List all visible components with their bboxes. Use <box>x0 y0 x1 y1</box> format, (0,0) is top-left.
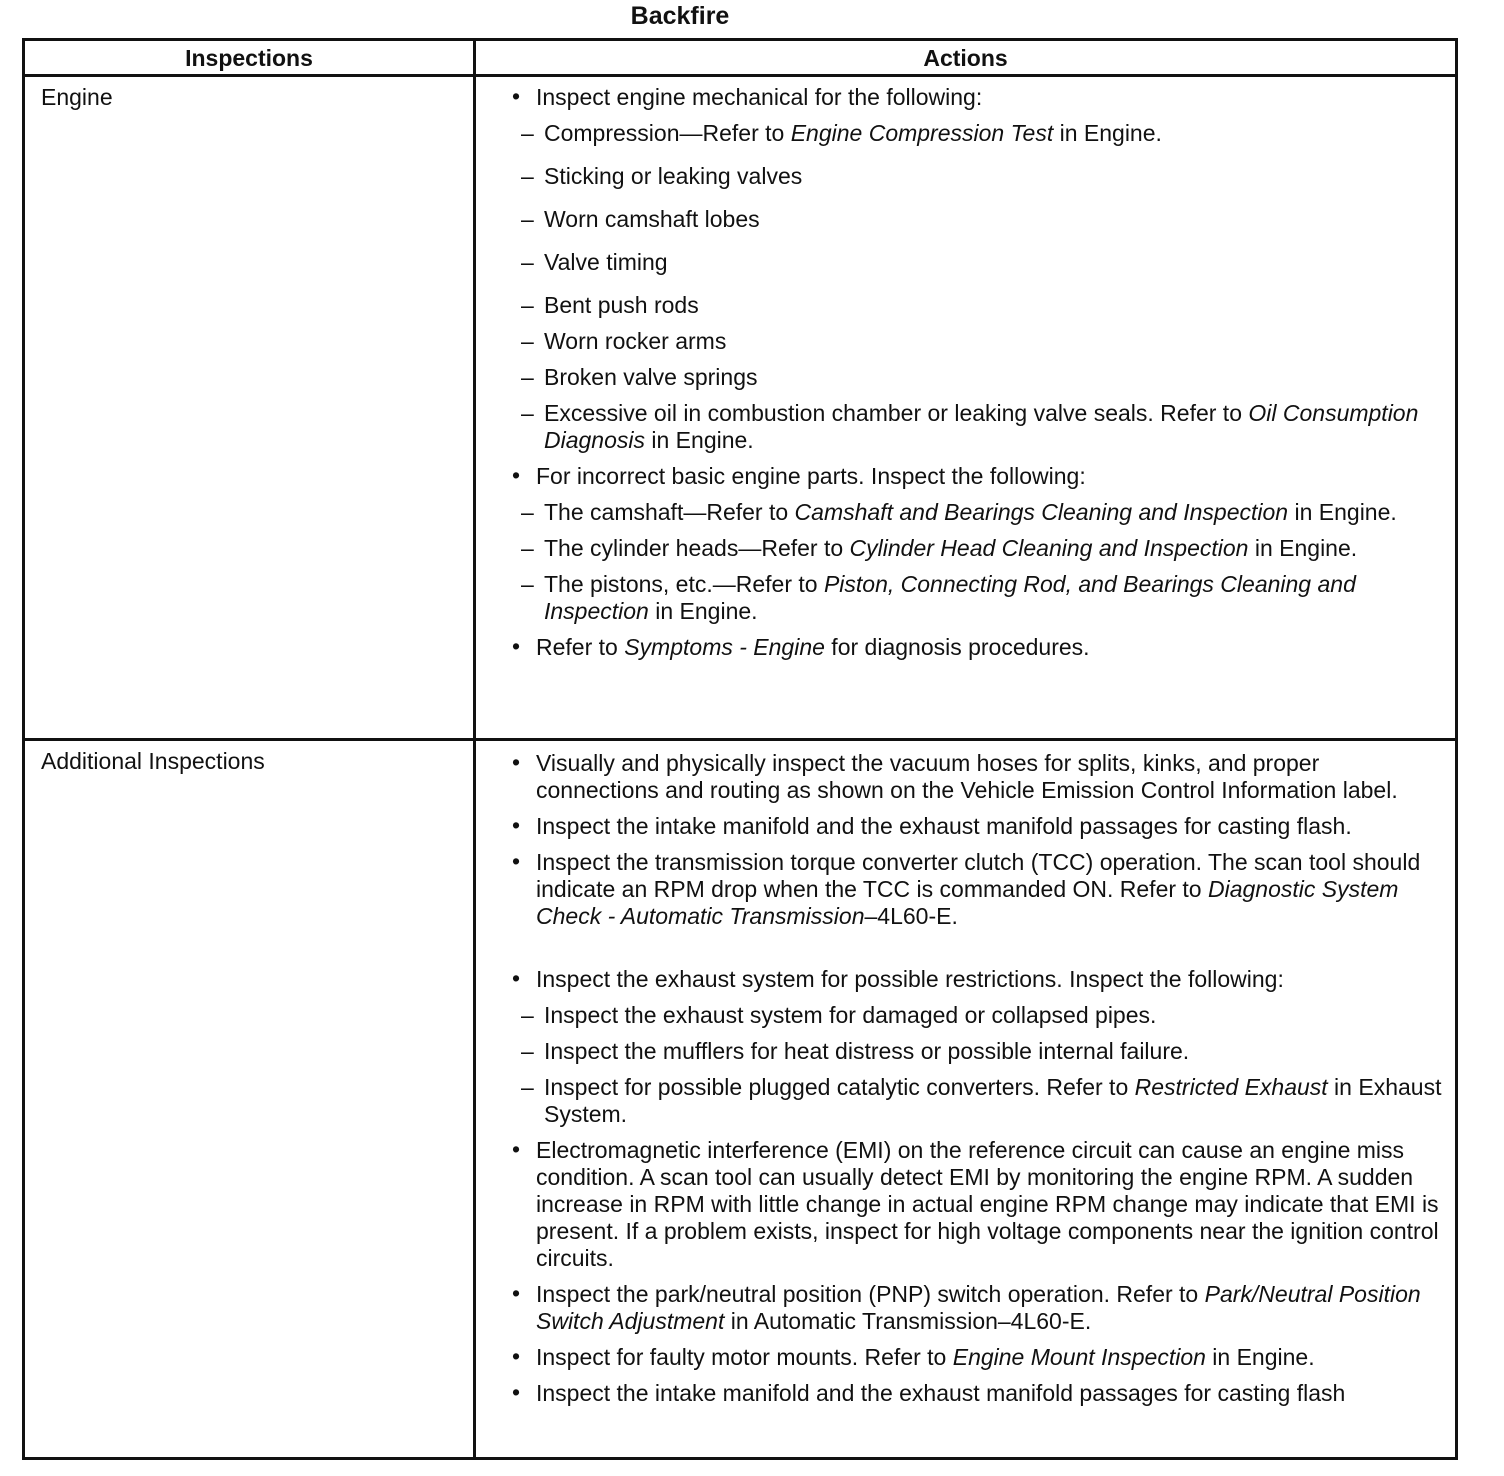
dash-icon: – <box>521 1038 534 1064</box>
action-item: • Inspect the exhaust system for possible restrictions. Inspect the following: <box>512 965 1284 992</box>
sub-item: – The pistons, etc.—Refer to Piston, Connecting Rod, and Bearings Cleaning and Inspection in Engine. <box>521 571 1356 624</box>
dash-icon: – <box>521 163 534 189</box>
column-divider <box>473 41 476 1457</box>
action-item: • Inspect the park/neutral position (PNP) switch operation. Refer to Park/Neutral Position Switch Adjustment in Automatic Transmission–4L60-E. <box>512 1280 1421 1334</box>
bullet-icon: • <box>512 1280 521 1306</box>
header-actions: Actions <box>923 45 1008 71</box>
dash-icon: – <box>521 400 534 426</box>
actions-additional <box>510 750 1443 1416</box>
header-divider <box>25 74 1455 77</box>
sub-item: – Worn camshaft lobes <box>521 206 760 232</box>
action-item: • For incorrect basic engine parts. Inspect the following: <box>512 462 1086 489</box>
bullet-icon: • <box>512 965 521 991</box>
action-item: • Inspect the intake manifold and the exhaust manifold passages for casting flash. <box>512 812 1352 839</box>
action-item: • Visually and physically inspect the vacuum hoses for splits, kinks, and proper connections and routing as shown on the Vehicle Emission Control Information label. <box>512 749 1398 803</box>
sub-item: – Worn rocker arms <box>521 328 727 354</box>
dash-icon: – <box>521 120 534 146</box>
sub-item: – Valve timing <box>521 249 668 275</box>
dash-icon: – <box>521 206 534 232</box>
sub-item: – Excessive oil in combustion chamber or leaking valve seals. Refer to Oil Consumption Diagnosis in Engine. <box>521 400 1419 453</box>
bullet-icon: • <box>512 812 521 838</box>
action-item: • Inspect for faulty motor mounts. Refer to Engine Mount Inspection in Engine. <box>512 1343 1315 1370</box>
action-item: • Refer to Symptoms - Engine for diagnosis procedures. <box>512 633 1090 660</box>
dash-icon: – <box>521 1074 534 1100</box>
actions-engine <box>510 84 1443 670</box>
dash-icon: – <box>521 249 534 275</box>
dash-icon: – <box>521 292 534 318</box>
document-title: Backfire <box>630 2 730 30</box>
action-item: • Inspect engine mechanical for the following: <box>512 83 983 110</box>
bullet-icon: • <box>512 1136 521 1162</box>
dash-icon: – <box>521 1002 534 1028</box>
inspection-additional: Additional Inspections <box>41 748 265 774</box>
bullet-icon: • <box>512 848 521 874</box>
bullet-icon: • <box>512 633 521 659</box>
bullet-icon: • <box>512 749 521 775</box>
sub-item: – Broken valve springs <box>521 364 758 390</box>
dash-icon: – <box>521 535 534 561</box>
header-inspections: Inspections <box>185 45 313 71</box>
action-item: • Electromagnetic interference (EMI) on the reference circuit can cause an engine miss condition. A scan tool can usually detect EMI by monitoring the engine RPM. A sudden increase in RPM with little change in actual engine RPM change may indicate that EMI is present. If a problem exists, inspect for high voltage components near the ignition control circuits. <box>512 1136 1439 1271</box>
bullet-icon: • <box>512 1343 521 1369</box>
bullet-icon: • <box>512 1379 521 1405</box>
dash-icon: – <box>521 499 534 525</box>
bullet-icon: • <box>512 83 521 109</box>
row-divider <box>25 738 1455 741</box>
dash-icon: – <box>521 328 534 354</box>
inspection-table <box>22 38 1458 1460</box>
dash-icon: – <box>521 364 534 390</box>
sub-item: – Inspect the mufflers for heat distress or possible internal failure. <box>521 1038 1190 1064</box>
bullet-icon: • <box>512 462 521 488</box>
sub-item: – Sticking or leaking valves <box>521 163 803 189</box>
sub-item: – Compression—Refer to Engine Compression Test in Engine. <box>521 120 1162 146</box>
action-item: • Inspect the transmission torque converter clutch (TCC) operation. The scan tool should indicate an RPM drop when the TCC is commanded ON. Refer to Diagnostic System Check - Automatic Transmission–4L60-E. <box>512 848 1421 929</box>
sub-item: – Inspect for possible plugged catalytic converters. Refer to Restricted Exhaust in Exhaust System. <box>521 1074 1442 1127</box>
inspection-engine: Engine <box>41 84 113 110</box>
sub-item: – Inspect the exhaust system for damaged or collapsed pipes. <box>521 1002 1157 1028</box>
sub-item: – The camshaft—Refer to Camshaft and Bearings Cleaning and Inspection in Engine. <box>521 499 1397 525</box>
sub-item: – The cylinder heads—Refer to Cylinder Head Cleaning and Inspection in Engine. <box>521 535 1358 561</box>
action-item: • Inspect the intake manifold and the exhaust manifold passages for casting flash <box>512 1379 1346 1406</box>
sub-item: – Bent push rods <box>521 292 699 318</box>
dash-icon: – <box>521 571 534 597</box>
